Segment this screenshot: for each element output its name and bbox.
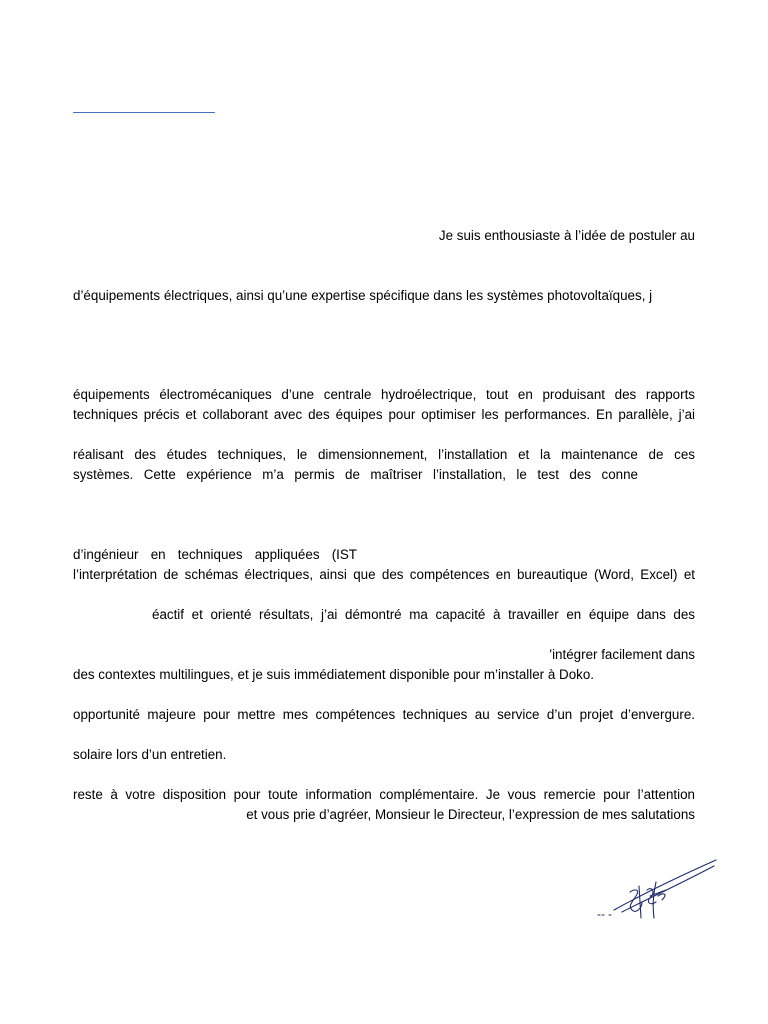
handwritten-signature [592,852,722,924]
letter-line-10: ’intégrer facilement dans [549,647,695,662]
top-hyperlink-underline [73,112,215,113]
letter-line-15: et vous prie d’agréer, Monsieur le Directeur, l’expression de mes salutations [246,807,695,822]
letter-line-6: systèmes. Cette expérience m’a permis de maîtriser l’installation, le test des conne [73,467,638,482]
letter-line-13: solaire lors d’un entretien. [73,747,227,762]
letter-line-3: équipements électromécaniques d’une centrale hydroélectrique, tout en produisant des rapports [73,387,695,402]
letter-line-1: Je suis enthousiaste à l’idée de postuler au [438,228,695,243]
letter-line-9: éactif et orienté résultats, j’ai démontré ma capacité à travailler en équipe dans des [152,607,695,622]
letter-line-11: des contextes multilingues, et je suis immédiatement disponible pour m’installer à Doko. [73,667,594,682]
letter-line-12: opportunité majeure pour mettre mes compétences techniques au service d’un projet d’envergure. [73,707,695,722]
letter-line-7: d’ingénieur en techniques appliquées (IST [73,547,357,562]
letter-line-2: d’équipements électriques, ainsi qu’une expertise spécifique dans les systèmes photovoltaïques, j [73,288,653,303]
letter-line-8: l’interprétation de schémas électriques, ainsi que des compétences en bureautique (Word, Excel) et [73,567,695,582]
letter-line-4: techniques précis et collaborant avec des équipes pour optimiser les performances. En parallèle, j’ai [73,407,695,422]
letter-line-5: réalisant des études techniques, le dimensionnement, l’installation et la maintenance de ces [73,447,695,462]
letter-line-14: reste à votre disposition pour toute information complémentaire. Je vous remercie pour l’attention [73,787,695,802]
